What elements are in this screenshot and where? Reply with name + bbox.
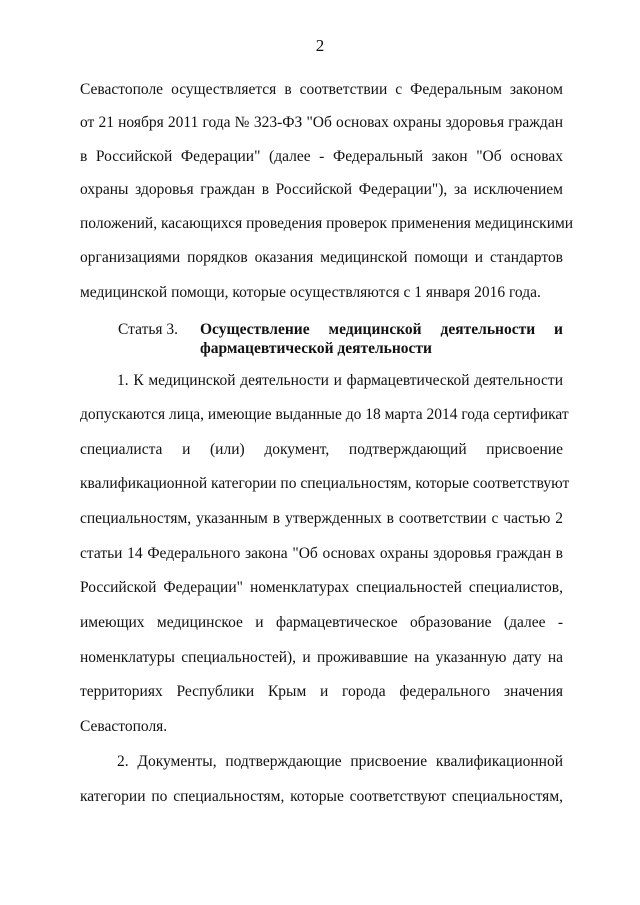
text-line: Севастополе осуществляется в соответствии с Федеральным законом xyxy=(80,81,563,98)
text-line: положений, касающихся проведения проверок применения медицинскими xyxy=(80,215,574,232)
text-line: квалификационной категории по специальностям, которые соответствуют xyxy=(80,475,570,492)
text-line: статьи 14 Федерального закона "Об основах охраны здоровья граждан в xyxy=(80,545,563,562)
text-line: территориях Республики Крым и города федерального значения xyxy=(80,683,563,700)
text-line: от 21 ноября 2011 года № 323-ФЗ "Об основах охраны здоровья граждан xyxy=(80,114,563,131)
text-line: 2. Документы, подтверждающие присвоение квалификационной xyxy=(117,753,563,770)
text-line: категории по специальностям, которые соответствуют специальностям, xyxy=(80,788,563,805)
text-line: номенклатуры специальностей), и проживавшие на указанную дату на xyxy=(80,649,563,666)
article-label: Статья 3. xyxy=(118,321,179,338)
text-line: медицинской помощи, которые осуществляются с 1 января 2016 года. xyxy=(80,284,541,301)
text-line: 1. К медицинской деятельности и фармацевтической деятельности xyxy=(117,372,563,389)
text-line: Севастополя. xyxy=(80,718,168,735)
text-line: допускаются лица, имеющие выданные до 18 марта 2014 года сертификат xyxy=(80,406,569,423)
text-line: специалиста и (или) документ, подтверждающий присвоение xyxy=(80,441,563,458)
text-line: охраны здоровья граждан в Российской Федерации"), за исключением xyxy=(80,181,563,198)
text-line: организациями порядков оказания медицинской помощи и стандартов xyxy=(80,249,563,266)
text-line: в Российской Федерации" (далее - Федеральный закон "Об основах xyxy=(80,148,563,165)
page-number: 2 xyxy=(315,36,325,55)
text-line: специальностям, указанным в утвержденных в соответствии с частью 2 xyxy=(80,510,563,527)
text-line: имеющих медицинское и фармацевтическое образование (далее - xyxy=(80,614,563,631)
article-title-line-1: Осуществление медицинской деятельности и xyxy=(200,321,563,338)
article-title-line-2: фармацевтической деятельности xyxy=(200,340,432,357)
text-line: Российской Федерации" номенклатурах специальностей специалистов, xyxy=(80,579,563,596)
